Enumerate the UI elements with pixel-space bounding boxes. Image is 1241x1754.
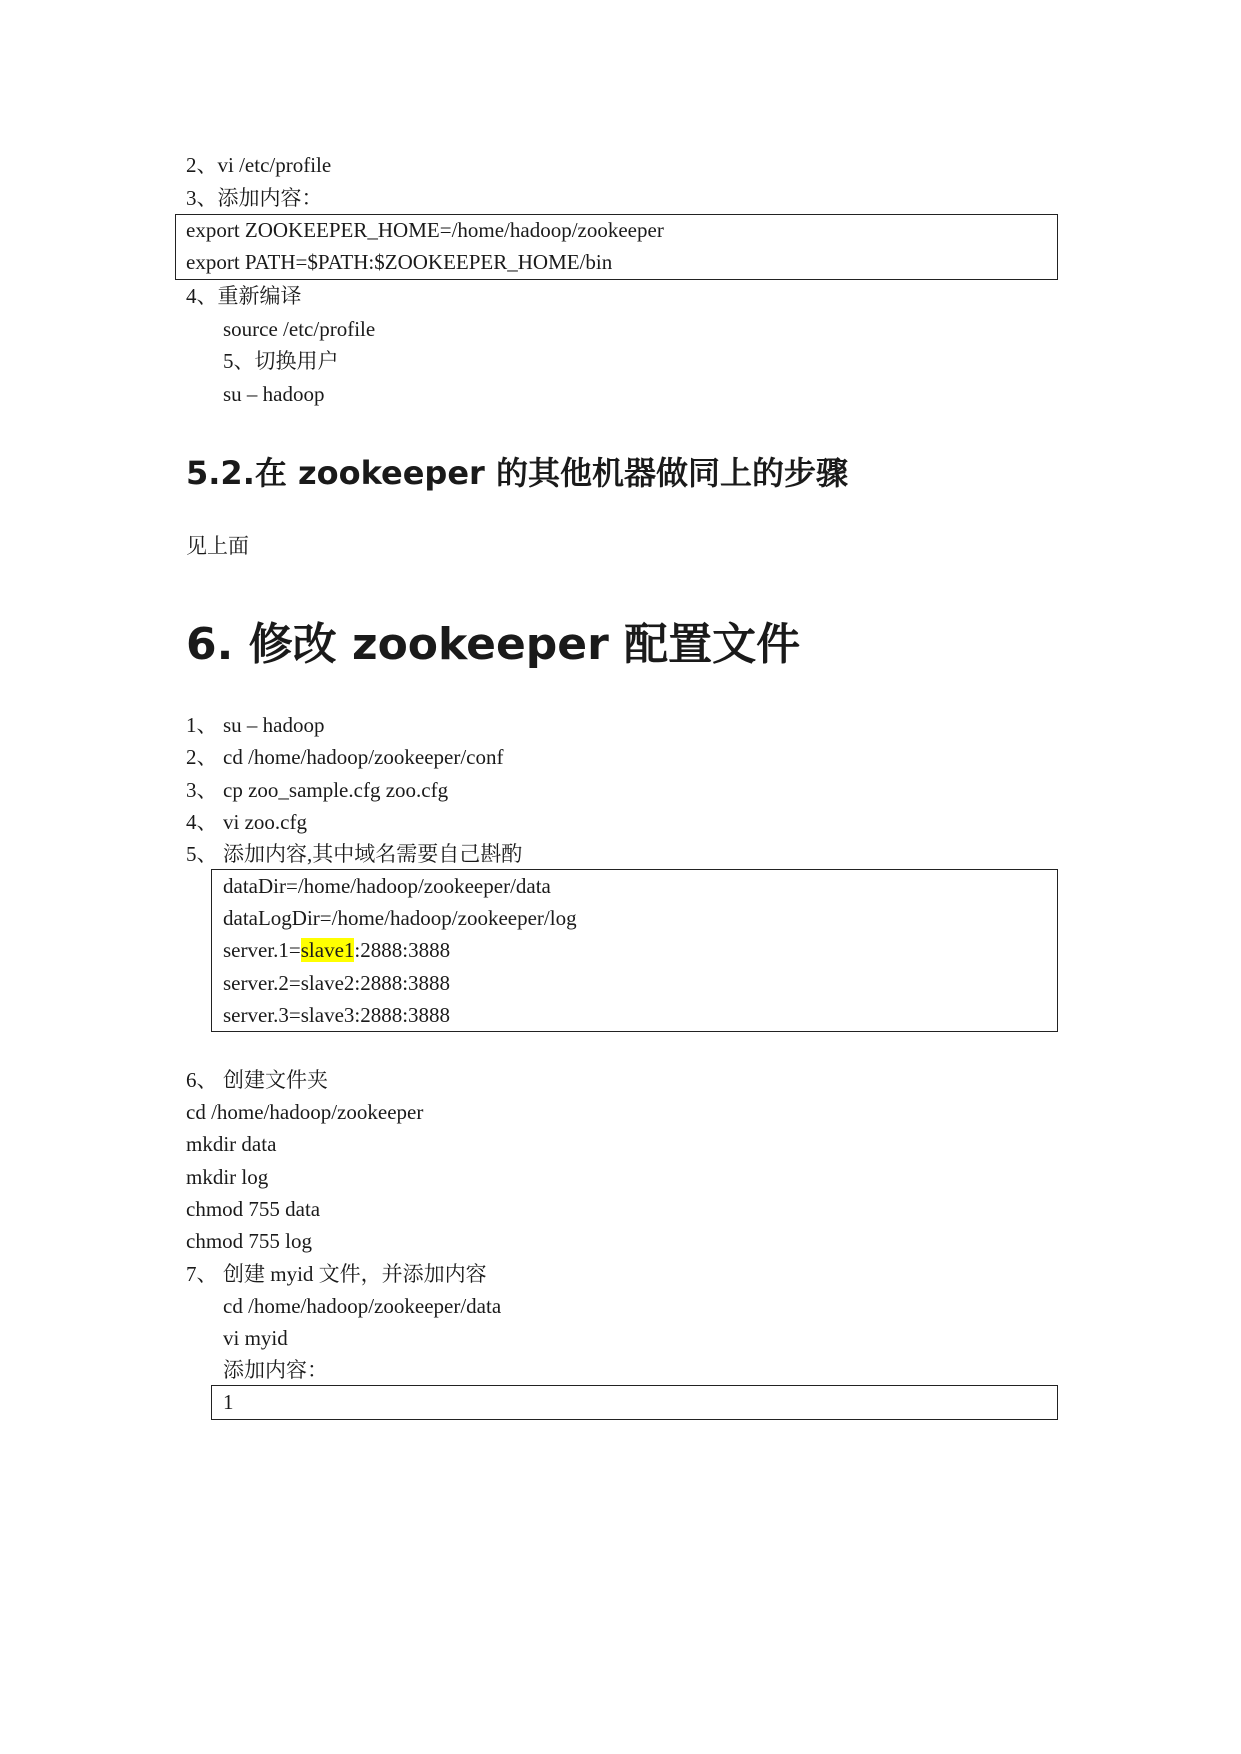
step-5: 5、切换用户 bbox=[223, 349, 339, 373]
list-text: vi zoo.cfg bbox=[223, 810, 307, 834]
step-4: 4、重新编译 bbox=[186, 284, 302, 308]
config-line: server.3=slave3:2888:3888 bbox=[223, 1003, 451, 1027]
command-line: vi myid bbox=[223, 1326, 288, 1350]
config-text: :2888:3888 bbox=[354, 938, 451, 962]
list-item bbox=[186, 1258, 487, 1291]
list-number: 2、 bbox=[186, 745, 218, 769]
code-line: export ZOOKEEPER_HOME=/home/hadoop/zookeeper bbox=[186, 218, 664, 242]
list-text: 创建文件夹 bbox=[223, 1068, 328, 1092]
list-item bbox=[186, 741, 503, 774]
heading-5-2: 5.2.在 zookeeper 的其他机器做同上的步骤 bbox=[186, 454, 848, 492]
list-text: su – hadoop bbox=[223, 713, 325, 737]
list-number: 4、 bbox=[186, 810, 218, 834]
profile-code-box bbox=[175, 214, 1058, 280]
list-number: 6、 bbox=[186, 1068, 218, 1092]
myid-code-box bbox=[211, 1385, 1058, 1420]
list-item bbox=[186, 838, 522, 871]
step-2: 2、vi /etc/profile bbox=[186, 153, 332, 177]
heading-6: 6. 修改 zookeeper 配置文件 bbox=[186, 619, 801, 670]
command-line: chmod 755 data bbox=[186, 1197, 321, 1221]
list-number: 7、 bbox=[186, 1262, 218, 1286]
command-line: chmod 755 log bbox=[186, 1229, 312, 1253]
command-line: cd /home/hadoop/zookeeper bbox=[186, 1100, 424, 1124]
highlighted-hostname: slave1 bbox=[300, 938, 355, 962]
step-4-command: source /etc/profile bbox=[223, 317, 376, 341]
command-line: cd /home/hadoop/zookeeper/data bbox=[223, 1294, 502, 1318]
list-text: cp zoo_sample.cfg zoo.cfg bbox=[223, 778, 449, 802]
config-text: server.1= bbox=[223, 938, 301, 962]
list-item bbox=[186, 774, 448, 807]
list-text: 创建 myid 文件，并添加内容 bbox=[223, 1262, 487, 1286]
config-line: dataDir=/home/hadoop/zookeeper/data bbox=[223, 874, 551, 898]
command-line: mkdir data bbox=[186, 1132, 277, 1156]
command-line: 添加内容： bbox=[223, 1358, 328, 1382]
config-line: server.2=slave2:2888:3888 bbox=[223, 971, 451, 995]
code-line: export PATH=$PATH:$ZOOKEEPER_HOME/bin bbox=[186, 250, 613, 274]
list-number: 3、 bbox=[186, 778, 218, 802]
config-line bbox=[223, 934, 450, 967]
section-5-2-body: 见上面 bbox=[186, 534, 249, 558]
list-text: 添加内容,其中域名需要自己斟酌 bbox=[223, 842, 523, 866]
step-3: 3、添加内容： bbox=[186, 186, 323, 210]
list-text: cd /home/hadoop/zookeeper/conf bbox=[223, 745, 504, 769]
command-line: mkdir log bbox=[186, 1165, 269, 1189]
list-item bbox=[186, 806, 307, 839]
list-number: 5、 bbox=[186, 842, 218, 866]
config-line: dataLogDir=/home/hadoop/zookeeper/log bbox=[223, 906, 577, 930]
step-5-command: su – hadoop bbox=[223, 382, 325, 406]
list-item bbox=[186, 709, 325, 742]
list-number: 1、 bbox=[186, 713, 218, 737]
myid-value: 1 bbox=[223, 1390, 234, 1414]
list-item bbox=[186, 1064, 328, 1097]
zoo-cfg-code-box bbox=[211, 869, 1058, 1032]
